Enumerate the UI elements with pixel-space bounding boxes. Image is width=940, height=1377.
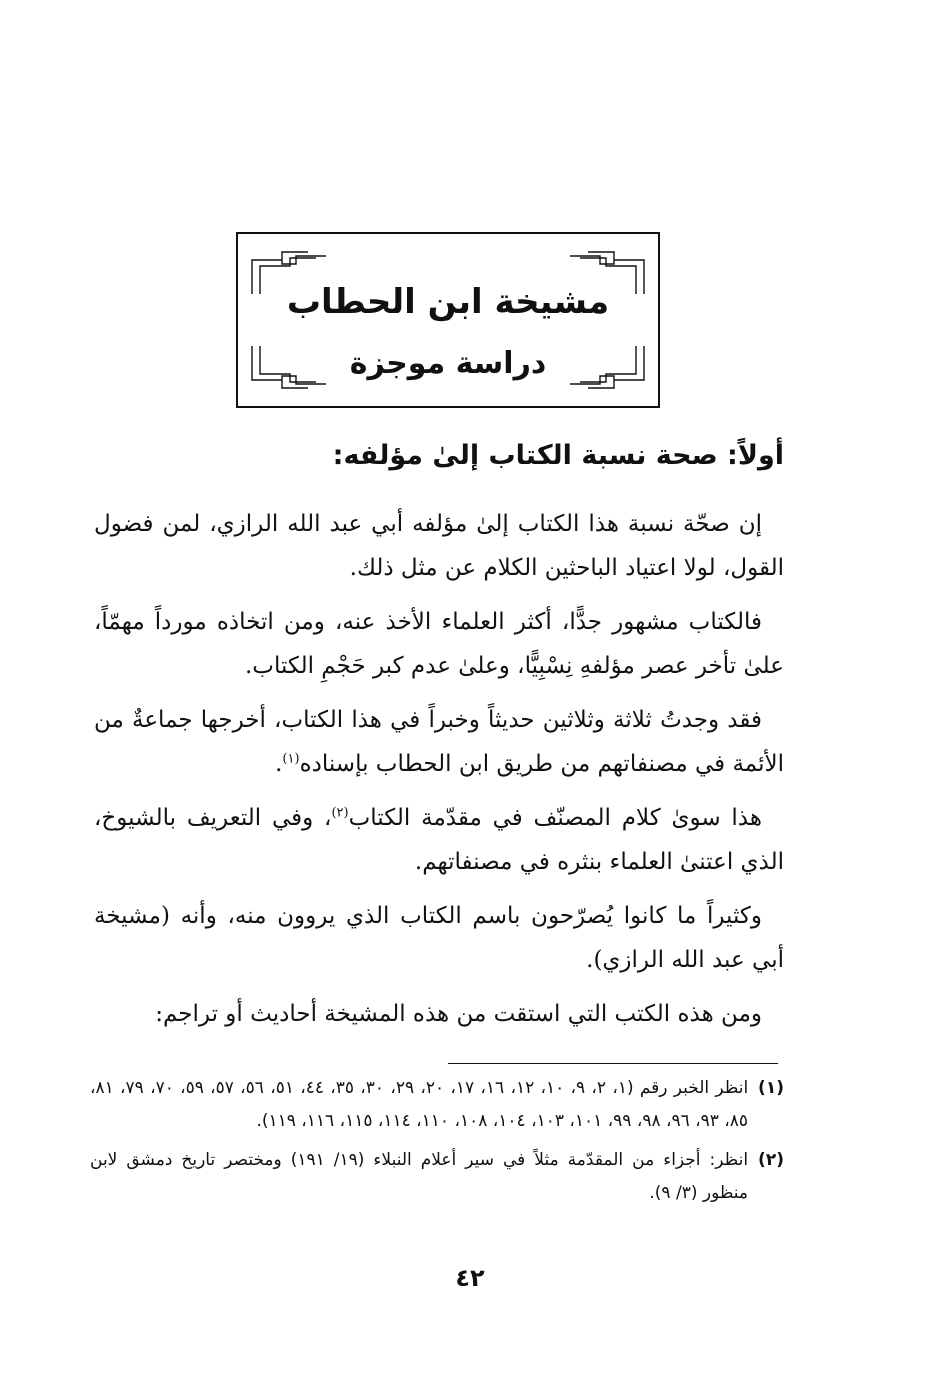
footnote-divider [448,1063,778,1064]
section-heading: أولاً: صحة نسبة الكتاب إلىٰ مؤلفه: [332,440,784,471]
footnotes [90,1072,784,1216]
paragraph: فقد وجدتُ ثلاثة وثلاثين حديثاً وخبراً في هذا الكتاب، أخرجها جماعةٌ من الأئمة في مصنفاتهم من طريق ابن الحطاب بإسناده$^{(١)}$. [94,707,784,777]
paragraph: فالكتاب مشهور جدًّا، أكثر العلماء الأخذ عنه، ومن اتخاذه مورداً مهمّاً، علىٰ تأخر عصر مؤلفهِ نِسْبِيًّا، وعلىٰ عدم كبر حَجْمِ الكتاب. [94,609,784,679]
title-frame [236,232,660,408]
footnote [90,1144,784,1210]
paragraph: وكثيراً ما كانوا يُصرّحون باسم الكتاب الذي يروون منه، وأنه (مشيخة أبي عبد الله الرازي). [94,903,784,973]
footnote-text: انظر: أجزاء من المقدّمة مثلاً في سير أعلام النبلاء (١٩/ ١٩١) ومختصر تاريخ دمشق لابن منظور (٣/ ٩). [90,1150,749,1203]
footnote-number: (١) [758,1078,784,1098]
footnote-marker[interactable]: (٢) [331,805,349,821]
footnote-number: (٢) [758,1150,784,1170]
title-subtitle: دراسة موجزة [349,346,547,381]
title-main: مشيخة ابن الحطاب [286,282,610,322]
page-number: ٤٢ [455,1264,485,1292]
footnote-text: انظر الخبر رقم (١، ٢، ٩، ١٠، ١٢، ١٦، ١٧، ٢٠، ٢٩، ٣٠، ٣٥، ٤٤، ٥١، ٥٦، ٥٧، ٥٩، ٧٠، ٧٩، ٨١، ٨٥، ٩٣، ٩٦، ٩٨، ٩٩، ١٠١، ١٠٣، ١٠٤، ١٠٨، ١١٠، ١١٤، ١١٥، ١١٦، ١١٩). [90,1078,749,1131]
footnote-marker[interactable]: (١) [282,751,300,767]
paragraph: هذا سوىٰ كلام المصنّف في مقدّمة الكتاب$^{(٢)}$، وفي التعريف بالشيوخ، الذي اعتنىٰ العلماء بنثره في مصنفاتهم. [94,805,784,875]
paragraph: ومن هذه الكتب التي استقت من هذه المشيخة أحاديث أو تراجم: [155,1001,762,1027]
paragraph: إن صحّة نسبة هذا الكتاب إلىٰ مؤلفه أبي عبد الله الرازي، لمن فضول القول، لولا اعتياد الباحثين الكلام عن مثل ذلك. [94,511,784,581]
body-text [94,502,784,1046]
footnote [90,1072,784,1138]
